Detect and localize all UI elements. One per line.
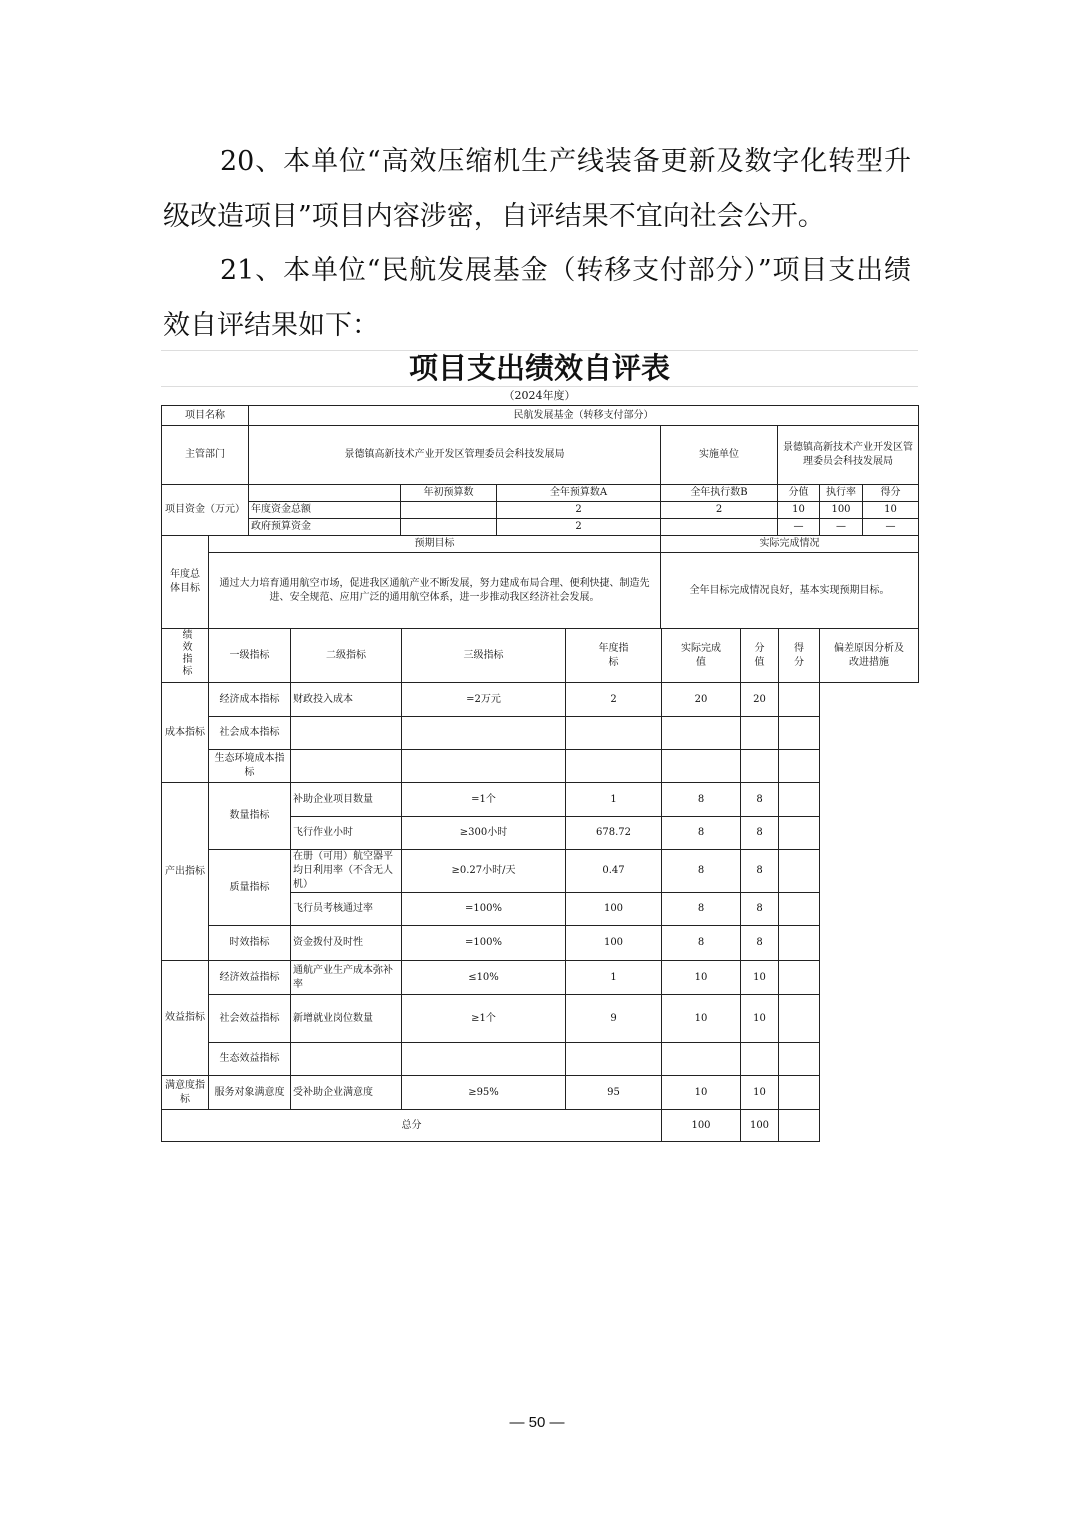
funds-budget: 2: [497, 502, 661, 519]
goal-label: [162, 536, 209, 629]
annual-target: ≤10%: [402, 961, 566, 995]
perf-label-text: 绩效指标: [180, 629, 191, 677]
funds-header: 年初预算数: [401, 485, 497, 502]
funds-header: 执行率: [820, 485, 863, 502]
actual-value: 2: [566, 683, 662, 717]
level3-indicator: 在册（可用）航空器平均日利用率（不含无人机）: [291, 850, 402, 893]
funds-score: 10: [863, 502, 919, 519]
deviation-note: [779, 926, 820, 961]
actual-value: [566, 750, 662, 783]
score: 10: [741, 961, 779, 995]
goal-expected-label: 预期目标: [209, 536, 661, 553]
annual-target: ≥300小时: [402, 817, 566, 850]
level2-indicator: 社会成本指标: [209, 717, 291, 750]
level3-indicator: 财政投入成本: [291, 683, 402, 717]
score: 10: [741, 995, 779, 1043]
indicator-row: [162, 717, 919, 750]
funds-row: [162, 519, 919, 536]
score: 8: [741, 817, 779, 850]
indicator-row: [162, 750, 919, 783]
annual-target: [402, 717, 566, 750]
level2-indicator: 数量指标: [209, 783, 291, 850]
funds-budget: 2: [497, 519, 661, 536]
level2-indicator: 生态环境成本指标: [209, 750, 291, 783]
actual-value: [566, 717, 662, 750]
deviation-note: [779, 683, 820, 717]
score: [741, 1043, 779, 1076]
annual-target: =100%: [402, 926, 566, 961]
annual-target: =1个: [402, 783, 566, 817]
funds-header: 全年预算数A: [497, 485, 661, 502]
perf-label: [162, 629, 209, 683]
weight: 8: [662, 850, 741, 893]
indicator-row: [162, 850, 919, 893]
funds-row-label: 年度资金总额: [249, 502, 401, 519]
annual-target: [402, 1043, 566, 1076]
project-info-table: [161, 405, 919, 629]
goal-expected: 通过大力培育通用航空市场，促进我区通航产业不断发展，努力建成布局合理、便利快捷、制造先进、安全规范、应用广泛的通用航空体系，进一步推动我区经济社会发展。: [209, 553, 661, 629]
level2-indicator: 质量指标: [209, 850, 291, 926]
level3-indicator: [291, 750, 402, 783]
level3-indicator: [291, 1043, 402, 1076]
page-number: — 50 —: [509, 1414, 565, 1431]
paragraph-21: 21、本单位“民航发展基金（转移支付部分）”项目支出绩效自评结果如下：: [163, 255, 911, 341]
funds-executed: [661, 519, 778, 536]
funds-header: 全年执行数B: [661, 485, 778, 502]
indicator-row: [162, 783, 919, 817]
level2-indicator: 经济效益指标: [209, 961, 291, 995]
actual-value: 100: [566, 926, 662, 961]
level3-indicator: 飞行员考核通过率: [291, 893, 402, 926]
actual-value: [566, 1043, 662, 1076]
indicator-row: [162, 961, 919, 995]
form-title: 项目支出绩效自评表: [161, 350, 918, 387]
annual-target: =2万元: [402, 683, 566, 717]
funds-header: 分值: [778, 485, 820, 502]
indicator-row: [162, 1076, 919, 1110]
weight: [662, 717, 741, 750]
blank-cell: [249, 485, 401, 502]
indicator-row: [162, 1043, 919, 1076]
form-year: （2024年度）: [503, 389, 576, 402]
deviation-note: [779, 961, 820, 995]
impl: 景德镇高新技术产业开发区管理委员会科技发展局: [778, 426, 919, 485]
actual-value: 9: [566, 995, 662, 1043]
weight: [662, 1043, 741, 1076]
funds-executed: 2: [661, 502, 778, 519]
annual-target: ≥0.27小时/天: [402, 850, 566, 893]
weight: 10: [662, 995, 741, 1043]
funds-rate: 100: [820, 502, 863, 519]
paragraph-20: 20、本单位“高效压缩机生产线装备更新及数字化转型升级改造项目”项目内容涉密，自评结果不宜向社会公开。: [163, 146, 911, 232]
total-label: 总分: [162, 1110, 662, 1142]
project-name-label: 项目名称: [162, 406, 249, 426]
indicator-row: [162, 995, 919, 1043]
level3-indicator: 通航产业生产成本弥补率: [291, 961, 402, 995]
performance-table: [161, 628, 919, 1142]
level3-indicator: 新增就业岗位数量: [291, 995, 402, 1043]
actual-value: 100: [566, 893, 662, 926]
score: 10: [741, 1076, 779, 1110]
deviation-note: [779, 893, 820, 926]
impl-label: 实施单位: [661, 426, 778, 485]
deviation-note: [779, 783, 820, 817]
funds-row: [162, 502, 919, 519]
level2-indicator: 社会效益指标: [209, 995, 291, 1043]
weight: 20: [662, 683, 741, 717]
perf-header: 三级指标: [402, 629, 566, 683]
funds-weight: 10: [778, 502, 820, 519]
funds-row-label: 政府预算资金: [249, 519, 401, 536]
level1-indicator: 产出指标: [162, 783, 209, 961]
goal-label-text: 年度总体目标: [170, 569, 200, 594]
funds-rate: —: [820, 519, 863, 536]
score: 8: [741, 893, 779, 926]
weight: 8: [662, 893, 741, 926]
deviation-note: [779, 850, 820, 893]
actual-value: 1: [566, 783, 662, 817]
annual-target: [402, 750, 566, 783]
total-note: [779, 1110, 820, 1142]
funds-header: 得分: [863, 485, 919, 502]
weight: 8: [662, 783, 741, 817]
level2-indicator: 生态效益指标: [209, 1043, 291, 1076]
annual-target: ≥95%: [402, 1076, 566, 1110]
level2-indicator: 经济成本指标: [209, 683, 291, 717]
funds-weight: —: [778, 519, 820, 536]
level1-indicator: 成本指标: [162, 683, 209, 783]
score: [741, 717, 779, 750]
weight: 10: [662, 961, 741, 995]
level3-indicator: [291, 717, 402, 750]
score: 8: [741, 783, 779, 817]
actual-value: 95: [566, 1076, 662, 1110]
perf-header: 一级指标: [209, 629, 291, 683]
perf-header: 实际完成值: [662, 629, 741, 683]
funds-label: 项目资金（万元）: [162, 485, 249, 536]
level1-indicator: 满意度指标: [162, 1076, 209, 1110]
funds-initial: [401, 502, 497, 519]
goal-actual: 全年目标完成情况良好，基本实现预期目标。: [661, 553, 919, 629]
level2-indicator: 时效指标: [209, 926, 291, 961]
weight: 10: [662, 1076, 741, 1110]
indicator-row: [162, 926, 919, 961]
actual-value: 1: [566, 961, 662, 995]
score: [741, 750, 779, 783]
score: 8: [741, 850, 779, 893]
deviation-note: [779, 717, 820, 750]
perf-header: 偏差原因分析及改进措施: [820, 629, 919, 683]
level1-indicator: 效益指标: [162, 961, 209, 1076]
perf-header: 得分: [779, 629, 820, 683]
annual-target: =100%: [402, 893, 566, 926]
weight: [662, 750, 741, 783]
deviation-note: [779, 1043, 820, 1076]
actual-value: 0.47: [566, 850, 662, 893]
dept-label: 主管部门: [162, 426, 249, 485]
project-name: 民航发展基金（转移支付部分）: [249, 406, 919, 426]
score: 8: [741, 926, 779, 961]
funds-score: —: [863, 519, 919, 536]
total-weight: 100: [662, 1110, 741, 1142]
level3-indicator: 资金拨付及时性: [291, 926, 402, 961]
goal-actual-label: 实际完成情况: [661, 536, 919, 553]
actual-value: 678.72: [566, 817, 662, 850]
perf-header: 二级指标: [291, 629, 402, 683]
deviation-note: [779, 750, 820, 783]
deviation-note: [779, 1076, 820, 1110]
perf-header: 分值: [741, 629, 779, 683]
indicator-row: [162, 683, 919, 717]
level3-indicator: 补助企业项目数量: [291, 783, 402, 817]
level2-indicator: 服务对象满意度: [209, 1076, 291, 1110]
deviation-note: [779, 995, 820, 1043]
level3-indicator: 飞行作业小时: [291, 817, 402, 850]
weight: 8: [662, 817, 741, 850]
dept: 景德镇高新技术产业开发区管理委员会科技发展局: [249, 426, 661, 485]
total-score: 100: [741, 1110, 779, 1142]
annual-target: ≥1个: [402, 995, 566, 1043]
perf-header: 年度指标: [566, 629, 662, 683]
level3-indicator: 受补助企业满意度: [291, 1076, 402, 1110]
funds-initial: [401, 519, 497, 536]
deviation-note: [779, 817, 820, 850]
weight: 8: [662, 926, 741, 961]
score: 20: [741, 683, 779, 717]
